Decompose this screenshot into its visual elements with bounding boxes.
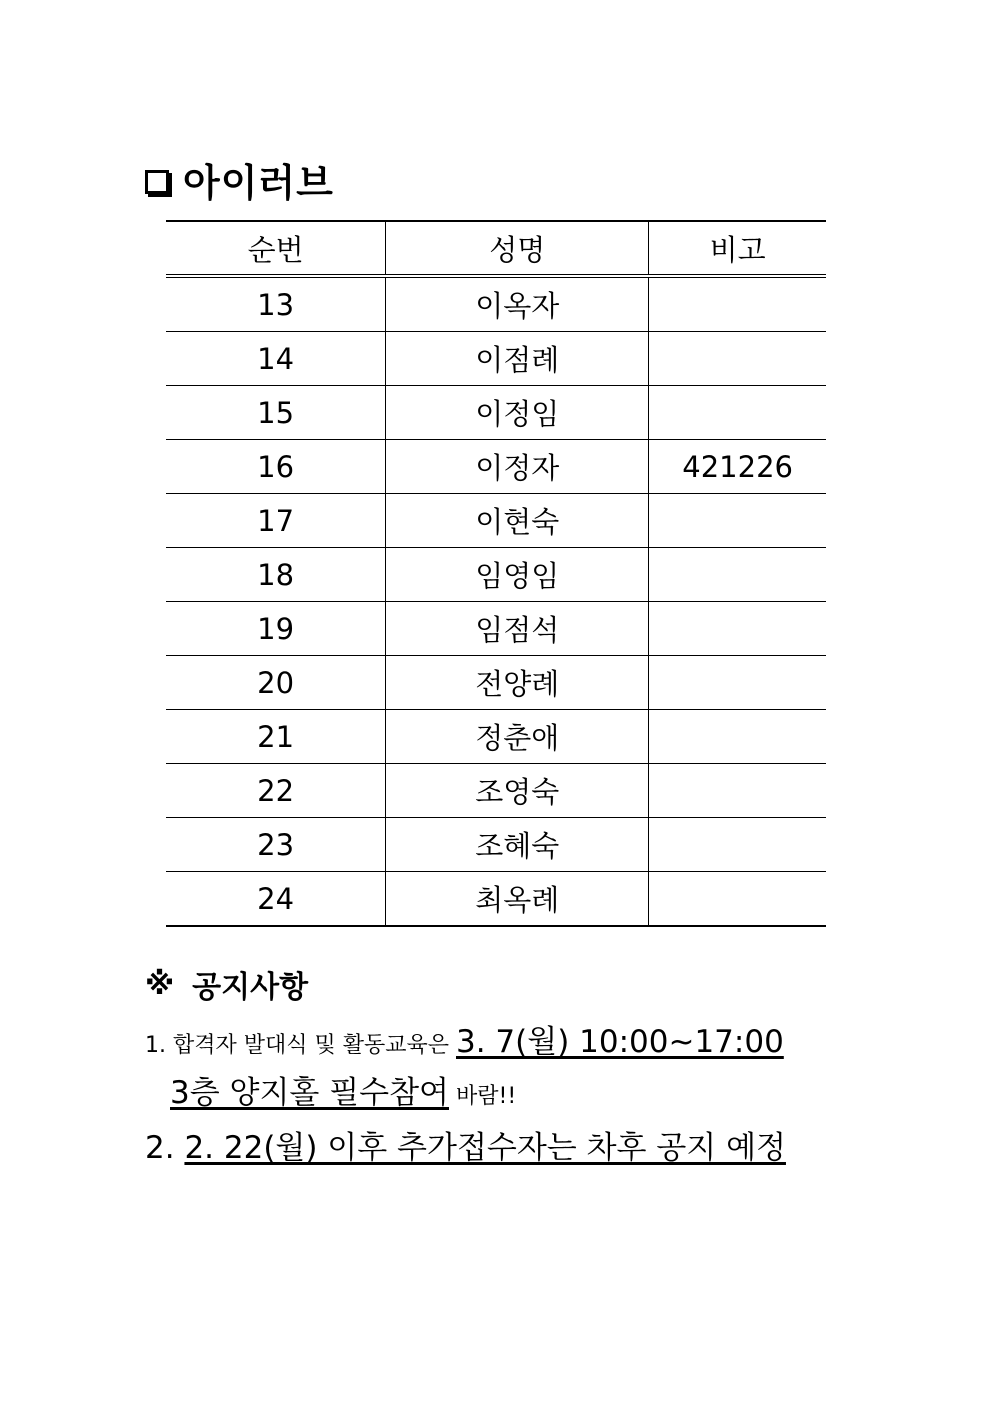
cell-number: 19 bbox=[166, 602, 386, 656]
header-note: 비고 bbox=[649, 221, 826, 276]
cell-name: 이옥자 bbox=[386, 276, 649, 332]
table-row bbox=[166, 710, 826, 764]
notice-heading bbox=[145, 962, 905, 1006]
notice-item-1-prefix: 1. 합격자 발대식 및 활동교육은 bbox=[145, 1033, 449, 1058]
notice-item-1-line2 bbox=[145, 1067, 905, 1112]
cell-name: 이현숙 bbox=[386, 494, 649, 548]
cell-number: 21 bbox=[166, 710, 386, 764]
notice-item-2-emphasis: 2. 22(월) 이후 추가접수자는 차후 공지 예정 bbox=[184, 1130, 786, 1166]
table-row bbox=[166, 872, 826, 927]
cell-name: 정춘애 bbox=[386, 710, 649, 764]
table-header-row bbox=[166, 221, 826, 276]
table-row bbox=[166, 548, 826, 602]
table-row bbox=[166, 602, 826, 656]
cell-note bbox=[649, 332, 826, 386]
header-name: 성명 bbox=[386, 221, 649, 276]
header-number: 순번 bbox=[166, 221, 386, 276]
notice-heading-text: 공지사항 bbox=[192, 970, 309, 1005]
notice-item-1 bbox=[145, 1016, 905, 1061]
cell-note bbox=[649, 548, 826, 602]
table-row bbox=[166, 494, 826, 548]
cell-name: 임영임 bbox=[386, 548, 649, 602]
notice-item-1-line2-suffix: 바람!! bbox=[456, 1084, 517, 1109]
cell-note bbox=[649, 818, 826, 872]
cell-number: 22 bbox=[166, 764, 386, 818]
cell-number: 14 bbox=[166, 332, 386, 386]
table-row bbox=[166, 764, 826, 818]
roster-table bbox=[166, 220, 826, 927]
section-title bbox=[145, 152, 334, 207]
table-row bbox=[166, 440, 826, 494]
cell-note bbox=[649, 710, 826, 764]
checkbox-icon bbox=[145, 170, 169, 194]
cell-note bbox=[649, 276, 826, 332]
cell-number: 23 bbox=[166, 818, 386, 872]
cell-note: 421226 bbox=[649, 440, 826, 494]
cell-note bbox=[649, 872, 826, 927]
table-row bbox=[166, 818, 826, 872]
cell-name: 이점례 bbox=[386, 332, 649, 386]
table-row bbox=[166, 656, 826, 710]
cell-name: 임점석 bbox=[386, 602, 649, 656]
cell-note bbox=[649, 656, 826, 710]
table-row bbox=[166, 332, 826, 386]
cell-number: 13 bbox=[166, 276, 386, 332]
cell-name: 이정임 bbox=[386, 386, 649, 440]
cell-number: 18 bbox=[166, 548, 386, 602]
cell-number: 24 bbox=[166, 872, 386, 927]
notice-item-1-emphasis: 3. 7(월) 10:00~17:00 bbox=[456, 1024, 784, 1060]
cell-number: 20 bbox=[166, 656, 386, 710]
reference-mark: ※ bbox=[145, 966, 175, 1002]
table-row bbox=[166, 276, 826, 332]
cell-note bbox=[649, 602, 826, 656]
cell-name: 이정자 bbox=[386, 440, 649, 494]
cell-note bbox=[649, 764, 826, 818]
table-body bbox=[166, 276, 826, 926]
table-row bbox=[166, 386, 826, 440]
cell-number: 15 bbox=[166, 386, 386, 440]
cell-note bbox=[649, 494, 826, 548]
notice-item-1-line2-emphasis: 3층 양지홀 필수참여 bbox=[170, 1075, 449, 1111]
cell-number: 16 bbox=[166, 440, 386, 494]
notice-section bbox=[145, 962, 905, 1167]
cell-number: 17 bbox=[166, 494, 386, 548]
cell-note bbox=[649, 386, 826, 440]
cell-name: 최옥례 bbox=[386, 872, 649, 927]
cell-name: 조혜숙 bbox=[386, 818, 649, 872]
notice-item-2-prefix: 2. bbox=[145, 1130, 175, 1166]
section-title-text: 아이러브 bbox=[183, 161, 334, 205]
cell-name: 조영숙 bbox=[386, 764, 649, 818]
cell-name: 전양례 bbox=[386, 656, 649, 710]
notice-item-2 bbox=[145, 1122, 905, 1167]
